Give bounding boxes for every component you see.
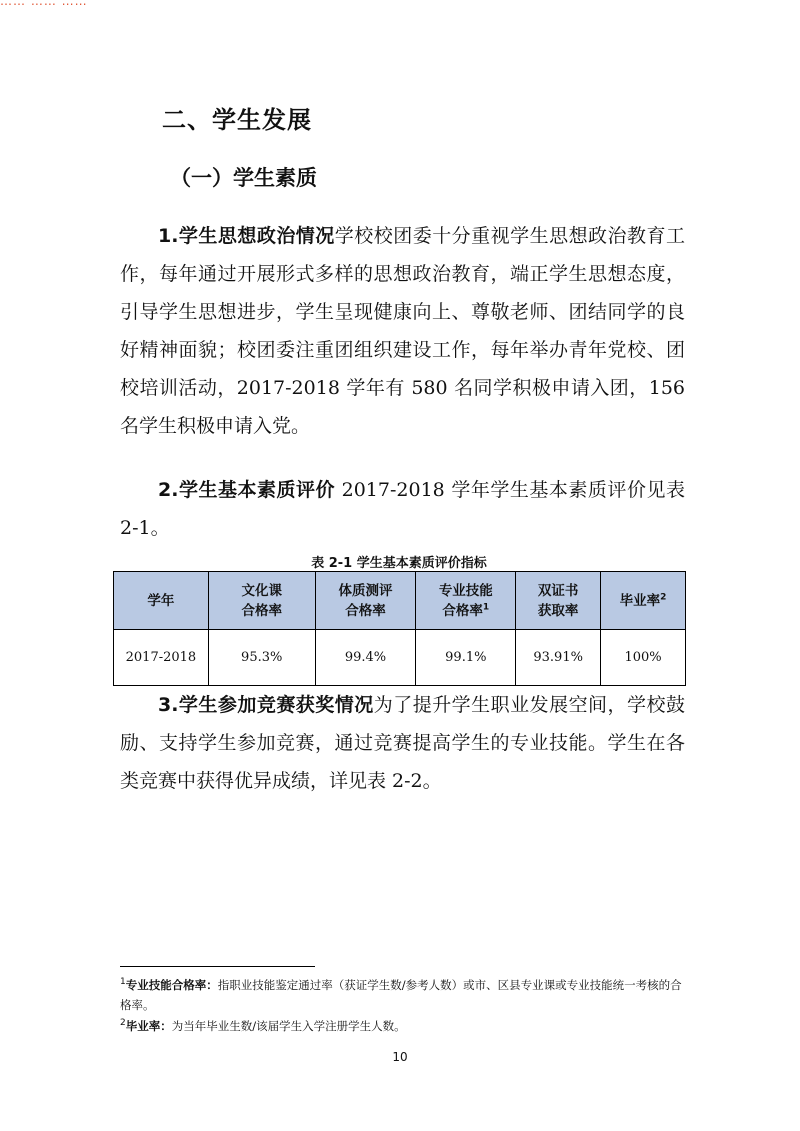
footnote-2 [120,1016,685,1036]
paragraph-lead: 3.学生参加竞赛获奖情况 [158,694,374,716]
header-cell-graduation-rate: 毕业率$^2$ [601,572,686,630]
evaluation-table [113,571,686,686]
paragraph-political [120,217,685,445]
header-cell-culture-pass-rate: 文化课 合格率 [208,572,315,630]
paragraph-lead: 2.学生基本素质评价 [158,479,336,501]
paragraph-evaluation [120,471,685,547]
cell-culture-pass-rate: 95.3% [208,630,315,686]
header-cell-year: 学年 [114,572,209,630]
footnote-ref: 2 [660,592,667,602]
paragraph-competitions [120,686,685,800]
cell-dual-cert-rate: 93.91% [516,630,601,686]
table-header-row [114,572,686,630]
footnote-text: 为当年毕业生数/该届学生入学注册学生人数。 [171,1019,406,1033]
footnote-divider [120,966,315,967]
cell-graduation-rate: 100% [601,630,686,686]
table-row [114,630,686,686]
section-title: 二、学生发展 [162,106,312,134]
footnote-text: 指职业技能鉴定通过率（获证学生数/参考人数）或市、区县专业课或专业技能统一考核的合格率。 [120,978,682,1012]
footnote-1 [120,975,685,1015]
paragraph-text: 2017-2018 学年学生基本素质评价见表 2-1。 [120,479,685,539]
cell-year: 2017-2018 [114,630,209,686]
table-caption: 表 2-1 学生基本素质评价指标 [311,556,487,571]
paragraph-text: 为了提升学生职业发展空间，学校鼓励、支持学生参加竞赛，通过竞赛提高学生的专业技能。学生在各类竞赛中获得优异成绩，详见表 2-2。 [120,694,685,792]
page-number: 10 [392,1050,408,1064]
footnote-ref: 1 [482,602,490,612]
paragraph-text: 学校校团委十分重视学生思想政治教育工作，每年通过开展形式多样的思想政治教育，端正学生思想态度，引导学生思想进步，学生呈现健康向上、尊敬老师、团结同学的良好精神面貌；校团委注重团组织建设工作，每年举办青年党校、团校培训活动，2017-2018 学年有 580 名同学积极申请入团，156 名学生积极申请入党。 [120,225,685,437]
footnote-term: 毕业率： [125,1019,172,1033]
footnote-mark: 2 [120,1018,126,1029]
footnote-mark: 1 [120,977,126,988]
subsection-title: （一）学生素质 [170,166,317,190]
header-mark: …… …… …… [0,0,88,8]
header-cell-dual-cert-rate: 双证书 获取率 [516,572,601,630]
cell-fitness-pass-rate: 99.4% [315,630,416,686]
header-cell-fitness-pass-rate: 体质测评 合格率 [315,572,416,630]
footnote-term: 专业技能合格率： [125,978,218,992]
cell-skill-pass-rate: 99.1% [416,630,516,686]
paragraph-lead: 1.学生思想政治情况 [158,225,335,247]
header-cell-skill-pass-rate: 专业技能 合格率$^1$ [416,572,516,630]
